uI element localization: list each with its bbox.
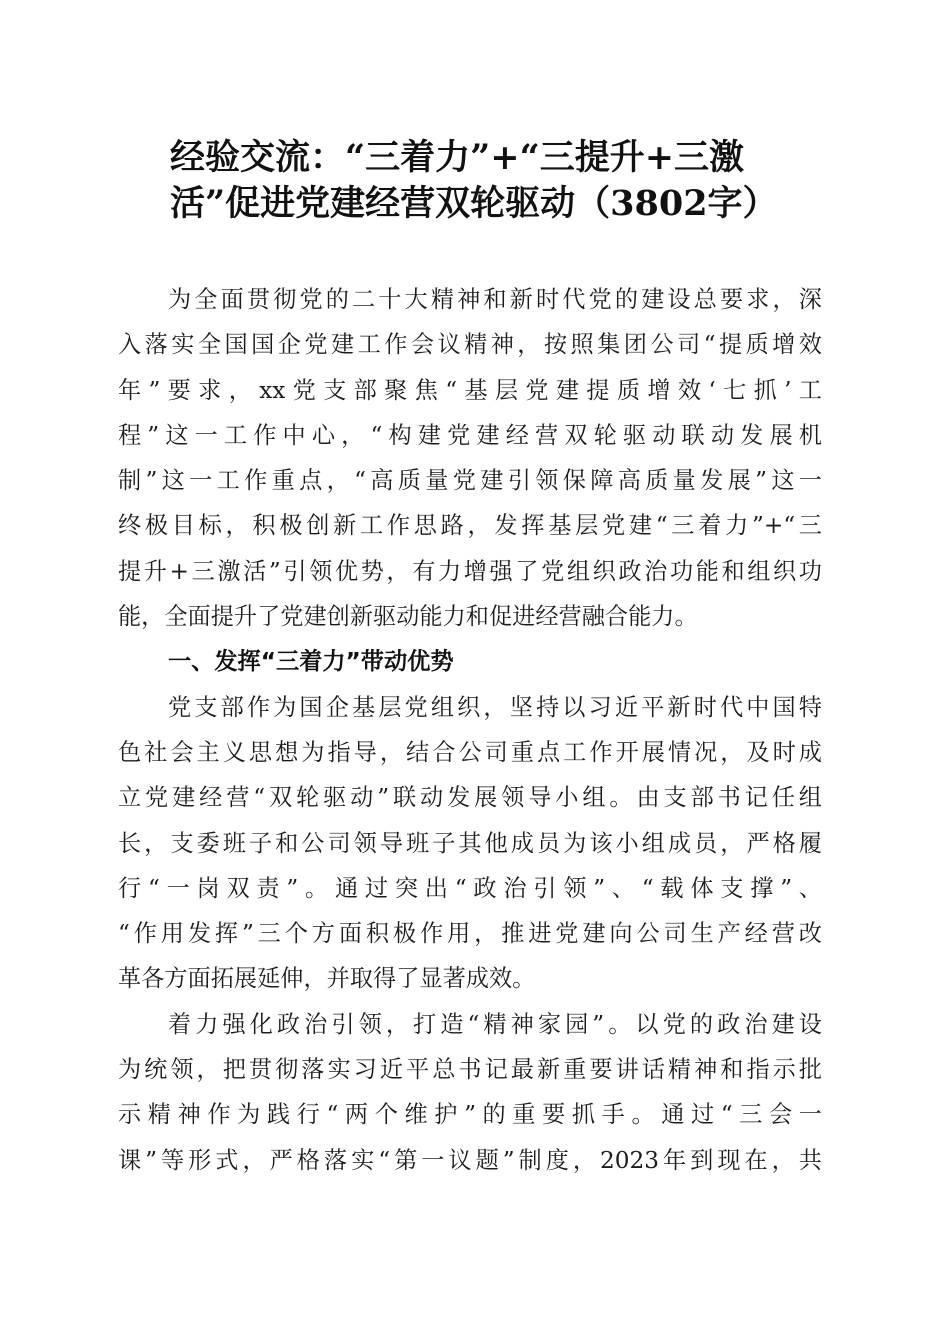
paragraph-3-line-2: 为统领，把贯彻落实习近平总书记最新重要讲话精神和指示批 (118, 1056, 822, 1084)
paragraph-2-line-7: 革各方面拓展延伸，并取得了显著成效。 (118, 965, 536, 993)
paragraph-1-line-5: 制”这一工作重点，“高质量党建引领保障高质量发展”这一 (118, 467, 822, 495)
paragraph-2-line-6: “作用发挥”三个方面积极作用，推进党建向公司生产经营改 (118, 920, 822, 948)
paragraph-1-line-3: 年”要求，xx党支部聚焦“基层党建提质增效‘七抓’工 (118, 376, 822, 404)
paragraph-1-line-7: 提升+三激活”引领优势，有力增强了党组织政治功能和组织功 (118, 557, 822, 585)
title-line-2: 活”促进党建经营双轮驱动（3802字） (170, 183, 778, 224)
paragraph-2-line-1: 党支部作为国企基层党组织，坚持以习近平新时代中国特 (168, 693, 822, 721)
paragraph-1-line-6: 终极目标，积极创新工作思路，发挥基层党建“三着力”+“三 (118, 512, 822, 540)
document-title (170, 135, 790, 227)
document-body (118, 277, 822, 1183)
paragraph-3-line-3: 示精神作为践行“两个维护”的重要抓手。通过“三会一 (118, 1101, 822, 1129)
paragraph-2-line-5: 行“一岗双责”。通过突出“政治引领”、“载体支撑”、 (118, 874, 822, 902)
paragraph-2-line-3: 立党建经营“双轮驱动”联动发展领导小组。由支部书记任组 (118, 784, 822, 812)
paragraph-1-line-1: 为全面贯彻党的二十大精神和新时代党的建设总要求，深 (168, 286, 822, 313)
section-heading-1: 一、发挥“三着力”带动优势 (168, 648, 454, 676)
paragraph-2-line-4: 长，支委班子和公司领导班子其他成员为该小组成员，严格履 (118, 829, 822, 857)
paragraph-3-line-4: 课”等形式，严格落实“第一议题”制度，2023年到现在，共 (118, 1146, 822, 1174)
title-line-1: 经验交流：“三着力”+“三提升+三激 (170, 137, 745, 178)
paragraph-2-line-2: 色社会主义思想为指导，结合公司重点工作开展情况，及时成 (118, 738, 822, 766)
paragraph-1-line-2: 入落实全国国企党建工作会议精神，按照集团公司“提质增效 (118, 331, 822, 359)
paragraph-1-line-4: 程”这一工作中心，“构建党建经营双轮驱动联动发展机 (118, 421, 822, 449)
paragraph-1-line-8: 能，全面提升了党建创新驱动能力和促进经营融合能力。 (118, 603, 698, 631)
paragraph-3-line-1: 着力强化政治引领，打造“精神家园”。以党的政治建设 (168, 1010, 822, 1038)
